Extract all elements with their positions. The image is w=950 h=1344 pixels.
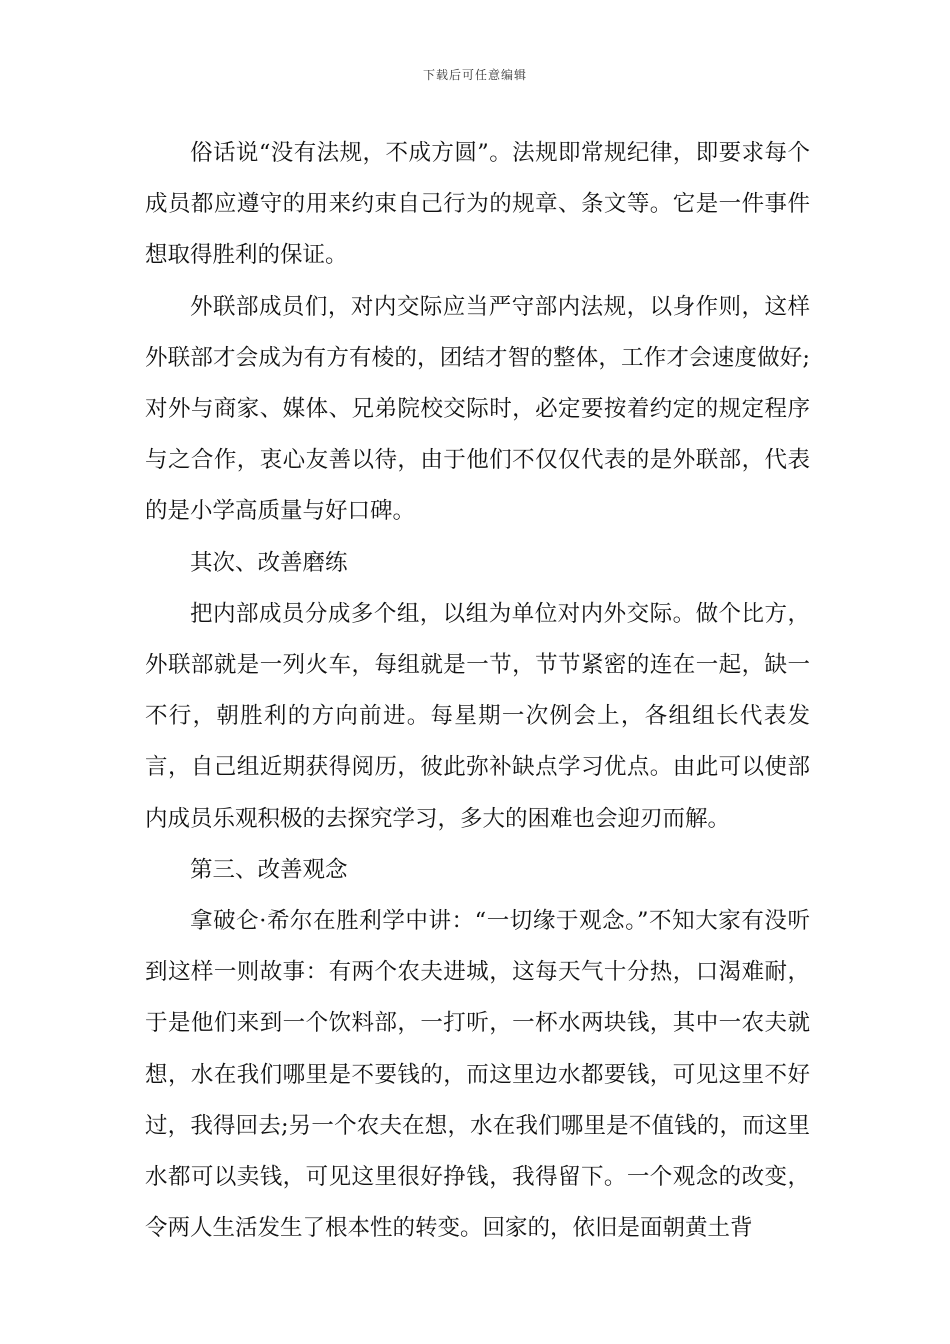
paragraph-farmer-story: 拿破仑·希尔在胜利学中讲：“一切缘于观念。”不知大家有没听到这样一则故事：有两个农夫进城，这每天气十分热，口渴难耐，于是他们来到一个饮料部，一打听，一杯水两块钱，其中一农夫就想，水在我们哪里是不要钱的，而这里边水都要钱，可见这里不好过，我得回去;另一个农夫在想，水在我们哪里是不值钱的，而这里水都可以卖钱，可见这里很好挣钱，我得留下。一个观念的改变，令两人生活发生了根本性的转变。回家的，依旧是面朝黄土背 <box>145 908 810 1242</box>
paragraph-members-conduct: 外联部成员们，对内交际应当严守部内法规，以身作则，这样外联部才会成为有方有棱的，团结才智的整体，工作才会速度做好;对外与商家、媒体、兄弟院校交际时，必定要按着约定的规定程序与之合作，衷心友善以待，由于他们不仅仅代表的是外联部，代表的是小学高质量与好口碑。 <box>145 293 810 525</box>
section-heading-training: 其次、改善磨练 <box>190 549 348 576</box>
section-heading-mindset: 第三、改善观念 <box>190 856 348 883</box>
page-header: 下载后可任意编辑 <box>422 68 527 82</box>
paragraph-rules-intro: 俗话说“没有法规，不成方圆”。法规即常规纪律，即要求每个成员都应遵守的用来约束自己行为的规章、条文等。它是一件事件想取得胜利的保证。 <box>145 140 810 269</box>
document-body <box>145 128 810 1254</box>
paragraph-group-structure: 把内部成员分成多个组，以组为单位对内外交际。做个比方，外联部就是一列火车，每组就是一节，节节紧密的连在一起，缺一不行，朝胜利的方向前进。每星期一次例会上，各组组长代表发言，自己组近期获得阅历，彼此弥补缺点学习优点。由此可以使部内成员乐观积极的去探究学习，多大的困难也会迎刃而解。 <box>145 600 810 832</box>
